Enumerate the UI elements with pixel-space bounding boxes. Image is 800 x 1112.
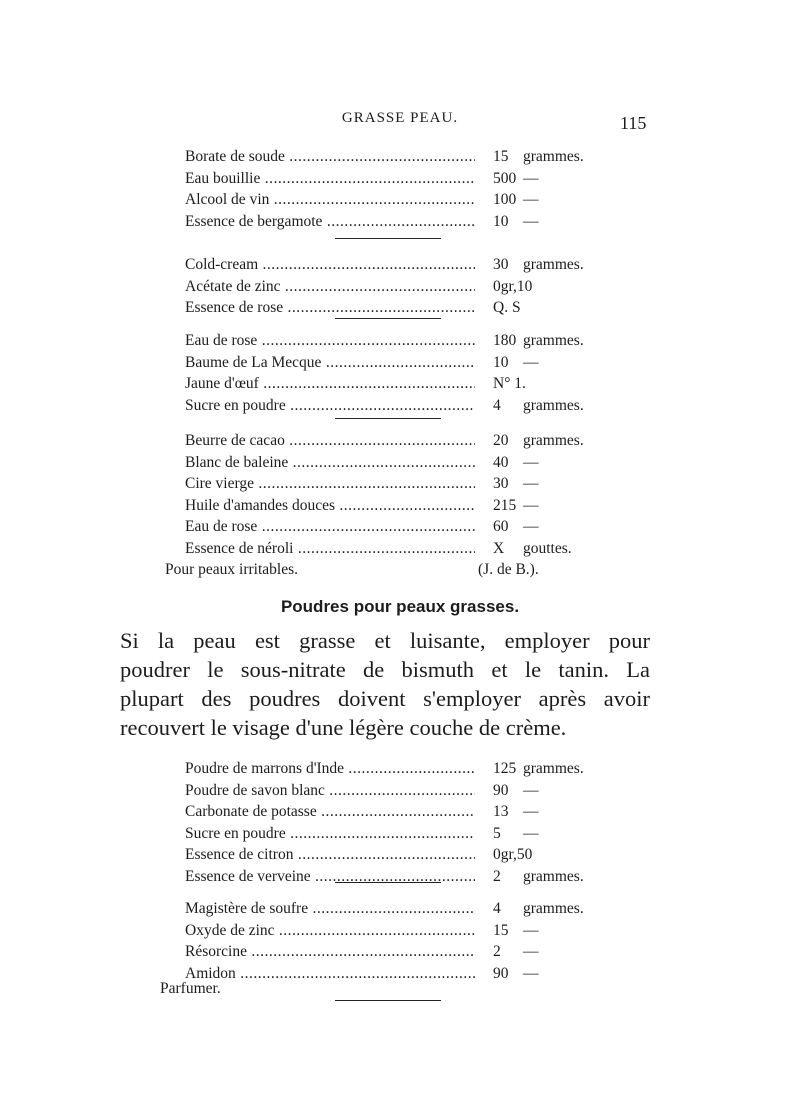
- recipe-group: [185, 758, 605, 887]
- section-separator: [335, 882, 441, 883]
- ingredient-name: Borate de soude .....: [185, 146, 475, 168]
- section-separator: [335, 318, 441, 319]
- ingredient-quantity: 90: [493, 781, 509, 799]
- recipe-group: [185, 330, 605, 416]
- ingredient-unit: grammes.: [523, 432, 584, 449]
- ingredient-quantity: 13: [493, 803, 509, 820]
- recipe-row: [185, 801, 605, 823]
- recipe-row: [185, 276, 605, 298]
- ingredient-name: Oxyde de zinc .....: [185, 920, 475, 942]
- ingredient-unit: —: [523, 212, 539, 230]
- recipe-row: [185, 538, 605, 560]
- recipe-row: [185, 395, 605, 417]
- ingredient-quantity: 2: [493, 867, 501, 885]
- ingredient-name: Eau de rose .....: [185, 330, 475, 352]
- recipe-row: [185, 168, 605, 190]
- ingredient-quantity: 30: [493, 475, 509, 492]
- recipe-row: [185, 330, 605, 352]
- note-source: (J. de B.).: [478, 561, 539, 578]
- ingredient-name: Poudre de savon blanc .....: [185, 780, 475, 802]
- ingredient-name: Essence de citron .....: [185, 844, 475, 866]
- ingredient-name: Alcool de vin .....: [185, 189, 475, 211]
- ingredient-name: Résorcine .....: [185, 941, 475, 963]
- ingredient-quantity: 10: [493, 212, 509, 230]
- ingredient-quantity: 125: [493, 760, 517, 777]
- ingredient-name: Eau de rose .....: [185, 516, 475, 538]
- ingredient-name: Beurre de cacao .....: [185, 430, 475, 452]
- ingredient-unit: —: [523, 353, 539, 371]
- ingredient-quantity: N° 1.: [493, 375, 526, 392]
- ingredient-unit: —: [523, 943, 539, 960]
- ingredient-name: Blanc de baleine .....: [185, 452, 475, 474]
- recipe-row: [185, 189, 605, 211]
- ingredient-name: Magistère de soufre .....: [185, 898, 475, 920]
- recipe-row: [185, 146, 605, 168]
- ingredient-name: Cold-cream .....: [185, 254, 475, 276]
- ingredient-unit: grammes.: [523, 900, 584, 917]
- body-paragraph: [120, 626, 650, 742]
- ingredient-quantity: 15: [493, 921, 509, 939]
- ingredient-name: Essence de rose .....: [185, 297, 475, 319]
- recipe-row: [185, 254, 605, 276]
- ingredient-unit: —: [523, 453, 539, 471]
- ingredient-quantity: 20: [493, 432, 509, 449]
- recipe-group: [185, 254, 605, 319]
- ingredient-quantity: 0gr,50: [493, 846, 533, 863]
- recipe-row: [185, 373, 605, 395]
- ingredient-name: Baume de La Mecque .....: [185, 352, 475, 374]
- section-separator: [335, 418, 441, 419]
- recipe-row: [185, 297, 605, 319]
- recipe-row: [185, 473, 605, 495]
- recipe-row: [185, 866, 605, 888]
- ingredient-unit: —: [523, 803, 539, 820]
- section-separator: [335, 238, 441, 239]
- ingredient-quantity: 90: [493, 964, 509, 982]
- ingredient-quantity: 215: [493, 496, 517, 514]
- ingredient-quantity: 0gr,10: [493, 277, 533, 295]
- recipe-row: [185, 963, 605, 985]
- recipe-row: [185, 941, 605, 963]
- recipe-row: [185, 211, 605, 233]
- ingredient-unit: —: [523, 964, 539, 982]
- ingredient-name: Carbonate de potasse .....: [185, 801, 475, 823]
- ingredient-name: Sucre en poudre .....: [185, 395, 475, 417]
- ingredient-unit: —: [523, 921, 539, 939]
- recipe-row: [185, 352, 605, 374]
- ingredient-unit: grammes.: [523, 396, 584, 414]
- note-irritables: Pour peaux irritables.: [165, 561, 299, 578]
- section-heading: Poudres pour peaux grasses.: [280, 597, 520, 616]
- recipe-row: [185, 430, 605, 452]
- ingredient-quantity: 5: [493, 824, 501, 842]
- ingredient-quantity: X: [493, 539, 505, 557]
- ingredient-unit: grammes.: [523, 148, 584, 165]
- ingredient-name: Essence de néroli .....: [185, 538, 475, 560]
- recipe-row: [185, 758, 605, 780]
- recipe-group: [185, 898, 605, 984]
- ingredient-quantity: 60: [493, 518, 509, 535]
- recipe-group: [185, 146, 605, 232]
- recipe-row: [185, 898, 605, 920]
- ingredient-name: Amidon .....: [185, 963, 475, 985]
- ingredient-unit: grammes.: [523, 867, 584, 885]
- paragraph-line: recouvert le visage d'une légère couche de crème.: [120, 715, 567, 740]
- ingredient-unit: —: [523, 475, 539, 492]
- recipe-row: [185, 823, 605, 845]
- ingredient-quantity: 10: [493, 353, 509, 371]
- paragraph-line: Si la peau est grasse et luisante, employer pour: [120, 628, 650, 653]
- recipe-row: [185, 495, 605, 517]
- ingredient-name: Jaune d'œuf .....: [185, 373, 475, 395]
- paragraph-line: poudrer le sous-nitrate de bismuth et le tanin. La: [120, 657, 650, 682]
- ingredient-name: Essence de bergamote .....: [185, 211, 475, 233]
- ingredient-unit: gouttes.: [523, 539, 572, 557]
- section-separator: [335, 1000, 441, 1001]
- recipe-row: [185, 920, 605, 942]
- ingredient-name: Poudre de marrons d'Inde .....: [185, 758, 475, 780]
- ingredient-unit: grammes.: [523, 760, 584, 777]
- ingredient-name: Cire vierge .....: [185, 473, 475, 495]
- ingredient-unit: —: [523, 781, 539, 799]
- recipe-group: [185, 430, 605, 559]
- ingredient-unit: —: [523, 518, 539, 535]
- ingredient-quantity: 4: [493, 900, 501, 917]
- ingredient-unit: —: [523, 496, 539, 514]
- ingredient-name: Eau bouillie .....: [185, 168, 475, 190]
- note-parfumer: Parfumer.: [160, 980, 221, 997]
- ingredient-unit: —: [523, 169, 539, 187]
- ingredient-quantity: 2: [493, 943, 501, 960]
- ingredient-quantity: 100: [493, 191, 517, 208]
- ingredient-quantity: 30: [493, 256, 509, 273]
- ingredient-unit: grammes.: [523, 332, 584, 349]
- ingredient-quantity: 15: [493, 148, 509, 165]
- recipe-row: [185, 452, 605, 474]
- paragraph-line: plupart des poudres doivent s'employer après avoir: [120, 686, 650, 711]
- ingredient-name: Acétate de zinc .....: [185, 276, 475, 298]
- recipe-row: [185, 516, 605, 538]
- ingredient-quantity: 500: [493, 169, 517, 187]
- ingredient-unit: grammes.: [523, 256, 584, 273]
- ingredient-name: Sucre en poudre .....: [185, 823, 475, 845]
- ingredient-unit: —: [523, 191, 539, 208]
- recipe-row: [185, 844, 605, 866]
- page-header-title: GRASSE PEAU.: [341, 110, 459, 126]
- ingredient-name: Huile d'amandes douces .....: [185, 495, 475, 517]
- ingredient-quantity: 4: [493, 396, 501, 414]
- ingredient-quantity: 180: [493, 332, 517, 349]
- ingredient-quantity: 40: [493, 453, 509, 471]
- page-number: 115: [620, 113, 647, 133]
- recipe-row: [185, 780, 605, 802]
- ingredient-name: Essence de verveine .....: [185, 866, 475, 888]
- ingredient-quantity: Q. S: [493, 299, 521, 316]
- ingredient-unit: —: [523, 824, 539, 842]
